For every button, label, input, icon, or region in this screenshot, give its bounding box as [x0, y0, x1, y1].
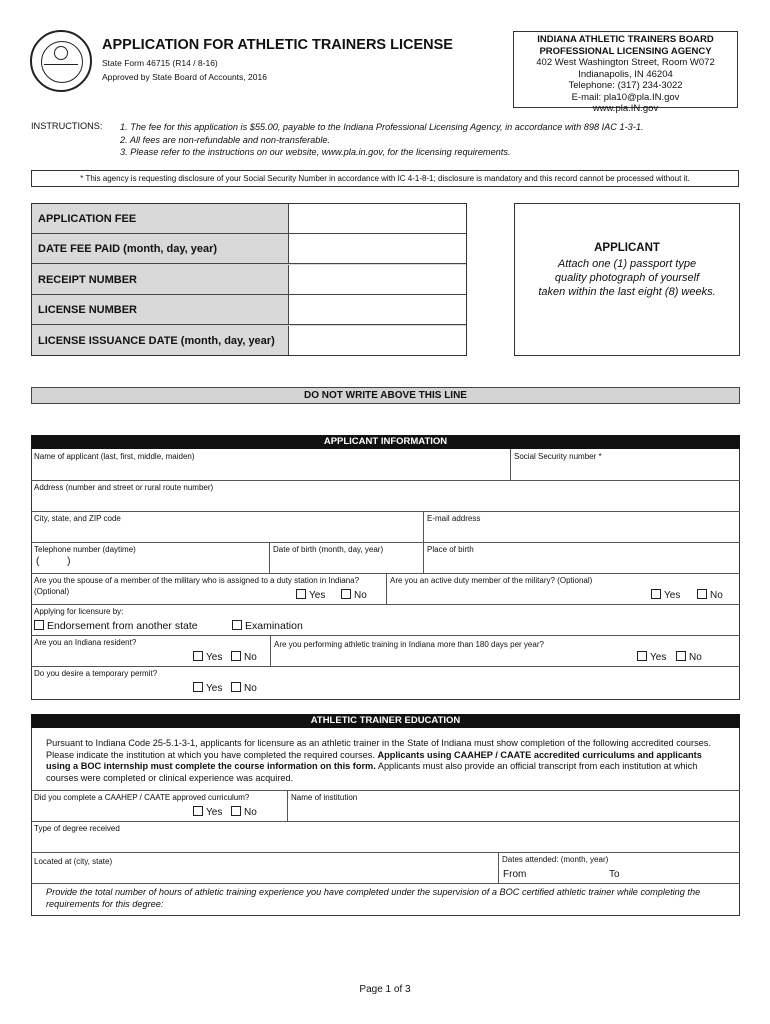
- fee-row: DATE FEE PAID (month, day, year): [32, 234, 466, 264]
- page-title: APPLICATION FOR ATHLETIC TRAINERS LICENSE: [102, 37, 453, 53]
- state-form-number: State Form 46715 (R14 / 8-16): [102, 58, 218, 68]
- board-phone: Telephone: (317) 234-3022: [568, 80, 683, 91]
- applicant-info-heading: APPLICANT INFORMATION: [31, 435, 740, 449]
- temporary-permit-question: Do you desire a temporary permit?: [34, 669, 158, 678]
- checkbox-icon[interactable]: [231, 806, 241, 816]
- checkbox-icon[interactable]: [193, 682, 203, 692]
- board-contact-box: [513, 31, 738, 114]
- approval-note: Approved by State Board of Accounts, 2016: [102, 72, 267, 82]
- board-website[interactable]: www.pla.IN.gov: [592, 103, 659, 114]
- email-label: E-mail address: [427, 514, 481, 523]
- days-no[interactable]: No: [676, 651, 702, 663]
- photo-box[interactable]: [514, 203, 740, 356]
- indiana-resident-question: Are you an Indiana resident?: [34, 638, 137, 647]
- photo-line: Attach one (1) passport type: [557, 258, 697, 270]
- board-street: 402 West Washington Street, Room W072: [536, 57, 715, 68]
- caahep-question: Did you complete a CAAHEP / CAATE approved curriculum?: [34, 793, 250, 802]
- state-seal-icon: [30, 30, 92, 92]
- photo-title: APPLICANT: [594, 242, 660, 254]
- telephone-area-code[interactable]: ( ): [36, 556, 71, 567]
- resident-no[interactable]: No: [231, 651, 257, 663]
- instructions-list: [120, 121, 644, 159]
- application-fee-field[interactable]: [288, 204, 466, 233]
- temp-permit-yes[interactable]: Yes: [193, 682, 222, 694]
- board-email[interactable]: E-mail: pla10@pla.IN.gov: [571, 91, 680, 103]
- agency-name: PROFESSIONAL LICENSING AGENCY: [539, 45, 712, 57]
- address-label: Address (number and street or rural route number): [34, 483, 214, 492]
- do-not-write-banner: DO NOT WRITE ABOVE THIS LINE: [31, 387, 740, 404]
- page-number: Page 1 of 3: [359, 984, 411, 995]
- board-city: Indianapolis, IN 46204: [578, 68, 673, 80]
- instructions-label: INSTRUCTIONS:: [31, 121, 103, 131]
- fee-row: APPLICATION FEE: [32, 204, 466, 234]
- receipt-number-field[interactable]: [288, 265, 466, 294]
- education-heading: ATHLETIC TRAINER EDUCATION: [31, 714, 740, 728]
- active-duty-yes[interactable]: Yes: [651, 589, 680, 601]
- examination-option[interactable]: Examination: [232, 620, 303, 632]
- degree-label: Type of degree received: [34, 824, 120, 833]
- fee-row: LICENSE NUMBER: [32, 295, 466, 325]
- optional-label: (Optional): [34, 587, 70, 596]
- ssn-disclosure-notice: * This agency is requesting disclosure of your Social Security Number in accordance with IC 4-1-8-1; disclosure is mandatory and this record cannot be processed without it.: [31, 170, 739, 187]
- checkbox-icon[interactable]: [296, 589, 306, 599]
- checkbox-icon[interactable]: [341, 589, 351, 599]
- checkbox-icon[interactable]: [193, 651, 203, 661]
- caahep-yes[interactable]: Yes: [193, 806, 222, 818]
- checkbox-icon[interactable]: [231, 682, 241, 692]
- days-yes[interactable]: Yes: [637, 651, 666, 663]
- days-per-year-question: Are you performing athletic training in Indiana more than 180 days per year?: [274, 640, 544, 649]
- fee-row: RECEIPT NUMBER: [32, 265, 466, 295]
- checkbox-icon[interactable]: [231, 651, 241, 661]
- military-spouse-question: Are you the spouse of a member of the military who is assigned to a duty station in Indiana?: [34, 576, 360, 585]
- date-to-label: To: [609, 869, 620, 880]
- supervised-hours-prompt: Provide the total number of hours of athletic training experience you have completed under the supervision of a BOC certified athletic trainer while completing the requirements for this degree:: [46, 887, 701, 909]
- checkbox-icon[interactable]: [193, 806, 203, 816]
- active-duty-no[interactable]: No: [697, 589, 723, 601]
- education-instructions: Pursuant to Indiana Code 25-5.1-3-1, applicants for licensure as an athletic trainer in the State of Indiana must show completion of the following accredited courses. Please indicate the institution at which you have completed the required courses. Applicants using CAAHEP / CAATE accredited curriculums and applicants using a BOC internship must complete the course information on this form. Applicants must also provide an official transcript from each institution at which courses were completed or clinical experience was acquired.: [46, 738, 711, 783]
- telephone-label: Telephone number (daytime): [34, 545, 136, 554]
- active-duty-question: Are you an active duty member of the military? (Optional): [390, 576, 593, 585]
- date-of-birth-label: Date of birth (month, day, year): [273, 545, 384, 554]
- military-spouse-no[interactable]: No: [341, 589, 367, 601]
- temp-permit-no[interactable]: No: [231, 682, 257, 694]
- date-from-label: From: [503, 869, 527, 880]
- resident-yes[interactable]: Yes: [193, 651, 222, 663]
- photo-line: taken within the last eight (8) weeks.: [538, 286, 716, 298]
- photo-line: quality photograph of yourself: [554, 272, 700, 284]
- license-issuance-date-field[interactable]: [288, 326, 466, 355]
- date-fee-paid-field[interactable]: [288, 234, 466, 263]
- caahep-no[interactable]: No: [231, 806, 257, 818]
- city-state-zip-label: City, state, and ZIP code: [34, 514, 121, 523]
- checkbox-icon[interactable]: [651, 589, 661, 599]
- applicant-name-label: Name of applicant (last, first, middle, maiden): [34, 452, 195, 461]
- checkbox-icon[interactable]: [697, 589, 707, 599]
- endorsement-option[interactable]: Endorsement from another state: [34, 620, 198, 632]
- checkbox-icon[interactable]: [34, 620, 44, 630]
- dates-attended-label: Dates attended: (month, year): [502, 855, 609, 864]
- license-number-field[interactable]: [288, 295, 466, 324]
- institution-label: Name of institution: [291, 793, 358, 802]
- checkbox-icon[interactable]: [676, 651, 686, 661]
- military-spouse-yes[interactable]: Yes: [296, 589, 325, 601]
- instruction-item: 2. All fees are non-refundable and non-transferable.: [120, 134, 331, 145]
- board-name: INDIANA ATHLETIC TRAINERS BOARD: [537, 34, 714, 45]
- place-of-birth-label: Place of birth: [427, 545, 474, 554]
- checkbox-icon[interactable]: [637, 651, 647, 661]
- office-use-table: [31, 203, 467, 356]
- fee-row: LICENSE ISSUANCE DATE (month, day, year): [32, 326, 466, 356]
- ssn-label: Social Security number *: [514, 452, 602, 461]
- checkbox-icon[interactable]: [232, 620, 242, 630]
- instruction-item: 1. The fee for this application is $55.00, payable to the Indiana Professional Licensing Agency, in accordance with 898 IAC 1-3-1.: [120, 122, 644, 132]
- instruction-item: 3. Please refer to the instructions on our website, www.pla.in.gov, for the licensing requirements.: [120, 147, 511, 157]
- licensure-by-label: Applying for licensure by:: [34, 607, 124, 616]
- location-label: Located at (city, state): [34, 857, 113, 866]
